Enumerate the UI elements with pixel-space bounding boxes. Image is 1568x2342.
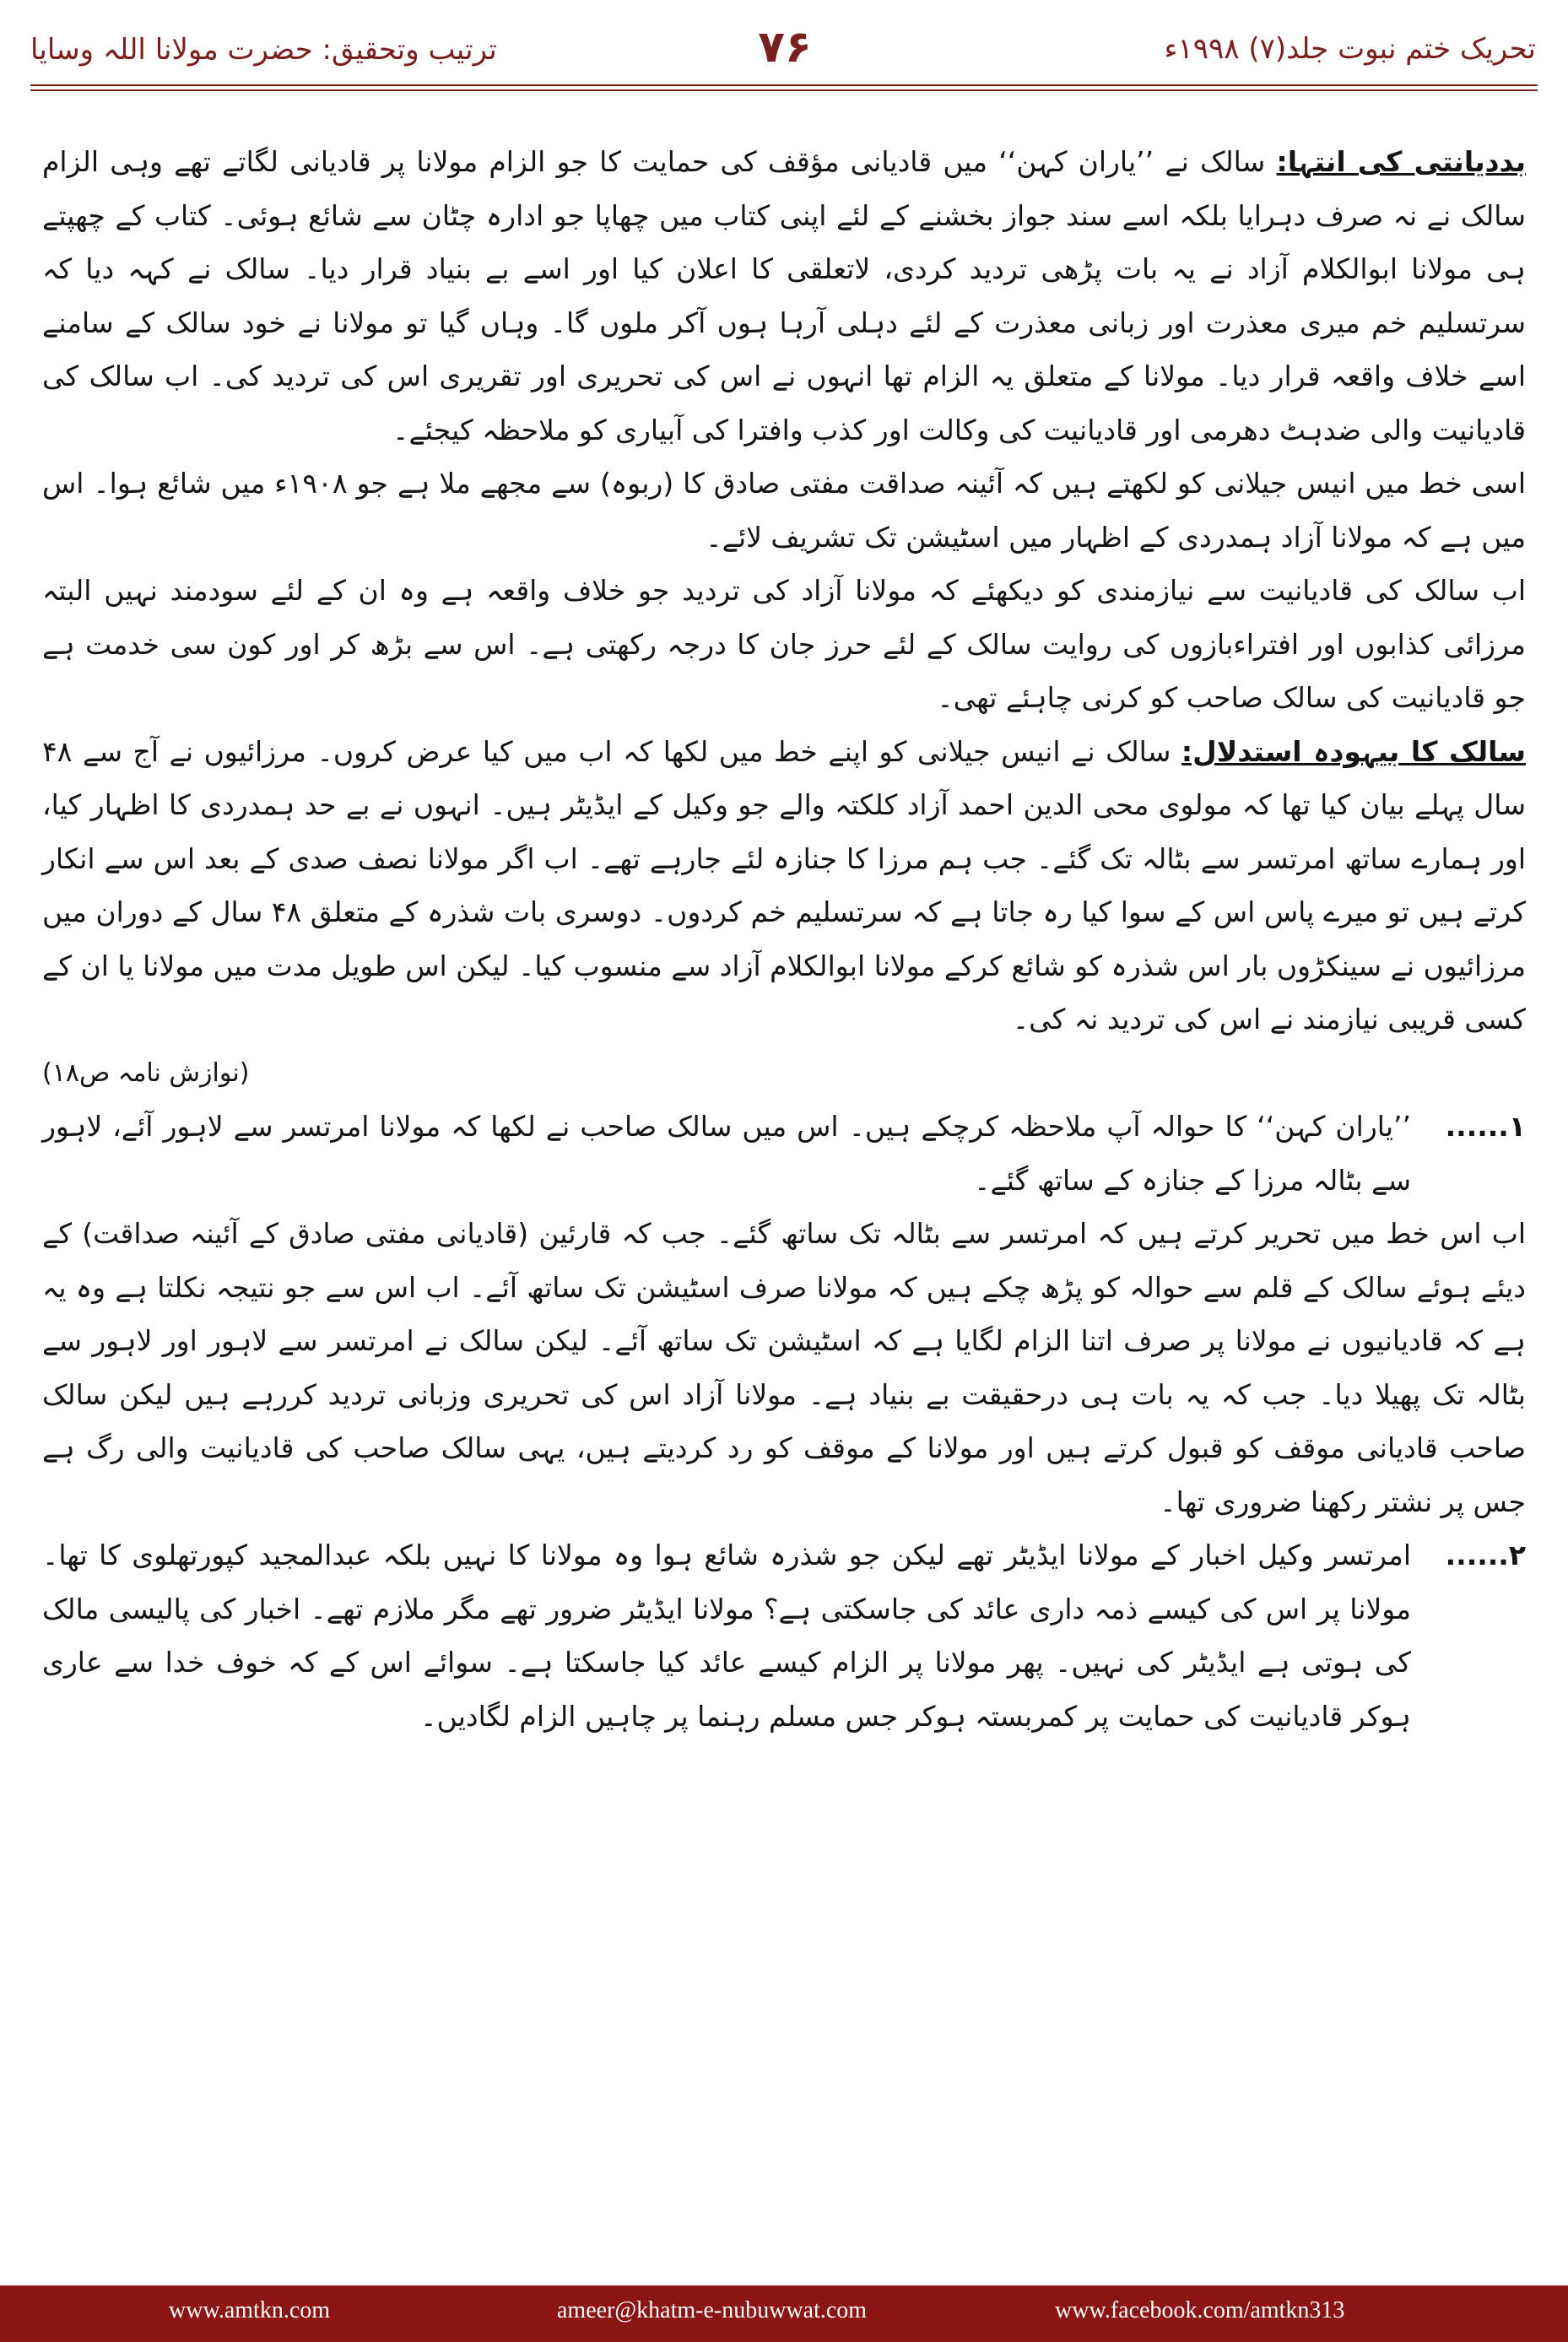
section-heading: بددیانتی کی انتہا: xyxy=(1276,145,1526,178)
note-2 xyxy=(42,1528,1526,1743)
header-divider xyxy=(30,84,1538,91)
email-link[interactable]: ameer@khatm-e-nubuwwat.com xyxy=(557,2297,868,2323)
paragraph-3: اب سالک کی قادیانیت سے نیازمندی کو دیکھئے کہ مولانا آزاد کی تردید جو خلاف واقعہ ہے وہ ان کے لئے سودمند نہیں البتہ مرزائی کذابوں اور افتراءبازوں کی روایت سالک کے لئے حرز جان کا درجہ رکھتی ہے۔ اس سے بڑھ کر اور کون سی خدمت ہے جو قادیانیت کی سالک صاحب کو کرنی چاہئے تھی۔ xyxy=(42,574,1526,714)
paragraph-text: سالک نے ’’یاران کہن‘‘ میں قادیانی مؤقف کی حمایت کا جو الزام مولانا پر قادیانی لگاتے تھے وہی الزام سالک نے نہ صرف دہرایا بلکہ اسے سند جواز بخشنے کے لئے اپنی کتاب میں چھاپا جو ادارہ چٹان سے شائع ہوئی۔ کتاب کے چھپتے ہی مولانا ابوالکلام آزاد نے یہ بات پڑھی تردید کردی، لاتعلقی کا اعلان کیا اور اسے بے بنیاد قرار دیا۔ سالک نے کہہ دیا کہ سرتسلیم خم میری معذرت اور زبانی معذرت کے لئے دہلی آرہا ہوں آکر ملوں گا۔ وہاں گیا تو مولانا نے خود سالک کے سامنے اسے خلاف واقعہ قرار دیا۔ مولانا کے متعلق یہ الزام تھا انہوں نے اس کی تحریری اور تقریری اس کی تردید کی۔ اب سالک کی قادیانیت والی ضدہٹ دھرمی اور قادیانیت کی وکالت اور کذب وافترا کی آبیاری کو ملاحظہ کیجئے۔ xyxy=(42,145,1526,446)
note-number: ۲...... xyxy=(1445,1539,1526,1571)
note-text: ’’یاران کہن‘‘ کا حوالہ آپ ملاحظہ کرچکے ہیں۔ اس میں سالک صاحب نے لکھا کہ مولانا امرتسر سے لاہور آئے، لاہور سے بٹالہ مرزا کے جنازہ کے ساتھ گئے۔ xyxy=(42,1110,1411,1197)
facebook-link[interactable]: www.facebook.com/amtkn313 xyxy=(1055,2297,1345,2323)
paragraph-4 xyxy=(42,725,1526,1047)
note-text: امرتسر وکیل اخبار کے مولانا ایڈیٹر تھے لیکن جو شذرہ شائع ہوا وہ مولانا کا نہیں بلکہ عبدالمجید کپورتھلوی کا تھا۔ مولانا پر اس کی کیسے ذمہ داری عائد کی جاسکتی ہے؟ مولانا ایڈیٹر ضرور تھے مگر ملازم تھے۔ اخبار کی پالیسی مالک کی ہوتی ہے ایڈیٹر کی نہیں۔ پھر مولانا پر الزام کیسے عائد کیا جاسکتا ہے۔ سوائے اس کے کہ خوف خدا سے عاری ہوکر قادیانیت کی حمایت پر کمربستہ ہوکر جس مسلم رہنما پر چاہیں الزام لگادیں۔ xyxy=(42,1539,1411,1733)
compiler-credit: ترتیب وتحقیق: حضرت مولانا اللہ وسایا xyxy=(30,33,497,67)
reference-note: (نوازش نامہ ص۱۸) xyxy=(42,1057,250,1088)
paragraph-5: اب اس خط میں تحریر کرتے ہیں کہ امرتسر سے بٹالہ تک ساتھ گئے۔ جب کہ قارئین (قادیانی مفتی صادق کے آئینہ صداقت) کے دیئے ہوئے سالک کے قلم سے حوالہ کو پڑھ چکے ہیں کہ مولانا صرف اسٹیشن تک ساتھ آئے۔ اب اس سے جو نتیجہ نکلتا ہے وہ یہ ہے کہ قادیانیوں نے مولانا پر صرف اتنا الزام لگایا ہے کہ اسٹیشن تک ساتھ آئے۔ لیکن سالک نے امرتسر سے لاہور اور لاہور سے بٹالہ تک پھیلا دیا۔ جب کہ یہ بات ہی درحقیقت بے بنیاد ہے۔ مولانا آزاد اس کی تحریری وزبانی تردید کررہے ہیں لیکن سالک صاحب قادیانی موقف کو قبول کرتے ہیں اور مولانا کے موقف کو رد کردیتے ہیں، یہی سالک صاحب کی قادیانیت والی رگ ہے جس پر نشتر رکھنا ضروری تھا۔ xyxy=(42,1217,1526,1518)
page-footer xyxy=(0,2285,1568,2342)
note-1 xyxy=(42,1100,1526,1207)
paragraph-2: اسی خط میں انیس جیلانی کو لکھتے ہیں کہ آئینہ صداقت مفتی صادق کا (ربوہ) سے مجھے ملا ہے جو ۱۹۰۸ء میں شائع ہوا۔ اس میں ہے کہ مولانا آزاد ہمدردی کے اظہار میں اسٹیشن تک تشریف لائے۔ xyxy=(42,467,1526,554)
page-number: ۷۶ xyxy=(758,22,812,73)
page-body xyxy=(42,135,1526,1743)
page-header xyxy=(0,0,1568,93)
website-link[interactable]: www.amtkn.com xyxy=(169,2297,331,2323)
note-number: ۱...... xyxy=(1445,1110,1526,1143)
paragraph-1 xyxy=(42,135,1526,457)
section-heading: سالک کا بیہودہ استدلال: xyxy=(1181,734,1526,768)
book-title: تحریک ختم نبوت جلد(۷) ۱۹۹۸ء xyxy=(1164,32,1536,66)
paragraph-text: سالک نے انیس جیلانی کو اپنے خط میں لکھا کہ اب میں کیا عرض کروں۔ مرزائیوں نے آج سے ۴۸ سال پہلے بیان کیا تھا کہ مولوی محی الدین احمد آزاد کلکتہ والے جو وکیل کے ایڈیٹر ہیں۔ انہوں نے بے حد ہمدردی کا اظہار کیا، اور ہمارے ساتھ امرتسر سے بٹالہ تک گئے۔ جب ہم مرزا کا جنازہ لئے جارہے تھے۔ اب اگر مولانا نصف صدی کے بعد اس سے انکار کرتے ہیں تو میرے پاس اس کے سوا کیا رہ جاتا ہے کہ سرتسلیم خم کردوں۔ دوسری بات شذرہ کے متعلق ۴۸ سال کے دوران میں مرزائیوں نے سینکڑوں بار اس شذرہ کو شائع کرکے مولانا ابوالکلام آزاد سے منسوب کیا۔ لیکن اس طویل مدت میں مولانا یا ان کے کسی قریبی نیازمند نے اس کی تردید نہ کی۔ xyxy=(42,734,1526,1036)
